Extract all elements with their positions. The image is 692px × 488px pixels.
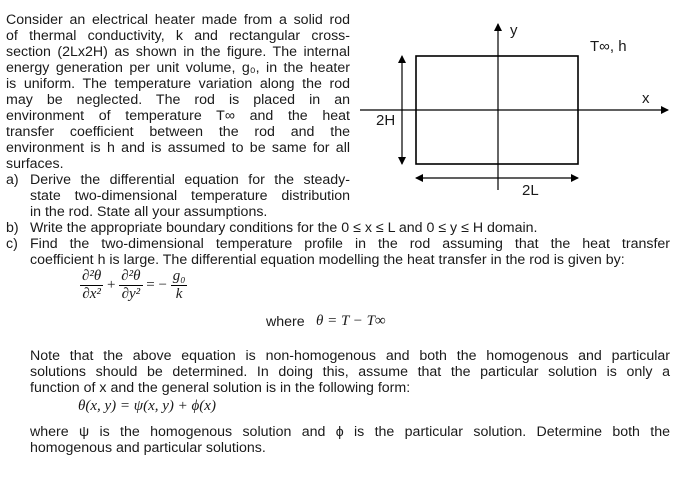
plus-sign: +: [107, 276, 116, 293]
fraction-denominator: ∂x²: [82, 286, 101, 302]
intro-line: is uniform. The temperature variation along the rod: [6, 76, 350, 92]
intro-line: energy generation per unit volume, g₀, in the heater: [6, 60, 350, 76]
intro-line: may be neglected. The rod is placed in an: [6, 92, 350, 108]
final-line: homogenous and particular solutions.: [30, 440, 266, 456]
width-label: 2L: [522, 182, 539, 199]
intro-line: section (2Lx2H) as shown in the figure. The internal: [6, 44, 350, 60]
note-line: function of x and the general solution is in the following form:: [30, 380, 411, 396]
note-line: Note that the above equation is non-homogenous and both the homogenous and particular: [30, 348, 670, 364]
fraction-numerator: g₀: [172, 268, 186, 284]
intro-line: surfaces.: [6, 156, 64, 172]
part-b-label: b): [6, 220, 19, 236]
intro-line: Consider an electrical heater made from a solid rod: [6, 12, 350, 28]
intro-line: of thermal conductivity, k and rectangular cross-: [6, 28, 350, 44]
theta-definition: θ = T − T∞: [316, 313, 386, 329]
part-a-line: in the rod. State all your assumptions.: [30, 204, 268, 220]
fraction-numerator: ∂²θ: [82, 268, 102, 284]
fraction-denominator: k: [175, 286, 183, 302]
y-axis-label: y: [510, 22, 518, 39]
intro-line: environment is h and is assumed to be same for all: [6, 140, 350, 156]
fraction-numerator: ∂²θ: [121, 268, 141, 284]
final-line: where ψ is the homogenous solution and ϕ is the particular solution. Determine both the: [30, 424, 670, 440]
where-label: where: [266, 314, 305, 330]
part-a-line: state two-dimensional temperature distribution: [30, 188, 350, 204]
note-line: solutions should be determined. In doing this, assume that the particular solution is only a: [30, 364, 670, 380]
equals-minus-sign: = −: [146, 276, 167, 293]
part-a-label: a): [6, 172, 19, 188]
part-a-line: Derive the differential equation for the steady-: [30, 172, 350, 188]
environment-label: T∞, h: [590, 38, 627, 55]
x-axis-label: x: [642, 90, 650, 107]
height-label: 2H: [376, 112, 396, 129]
part-b-line: Write the appropriate boundary conditions for the 0 ≤ x ≤ L and 0 ≤ y ≤ H domain.: [30, 220, 538, 236]
part-c-line: Find the two-dimensional temperature profile in the rod assuming that the heat transfer: [30, 236, 670, 252]
part-c-line: coefficient h is large. The differential equation modelling the heat transfer in the rod is given by:: [30, 252, 625, 268]
intro-line: environment of temperature T∞ and the heat: [6, 108, 350, 124]
intro-line: transfer coefficient between the rod and the: [6, 124, 350, 140]
part-c-label: c): [6, 236, 18, 252]
general-solution: θ(x, y) = ψ(x, y) + ϕ(x): [78, 398, 216, 414]
fraction-denominator: ∂y²: [121, 286, 141, 302]
